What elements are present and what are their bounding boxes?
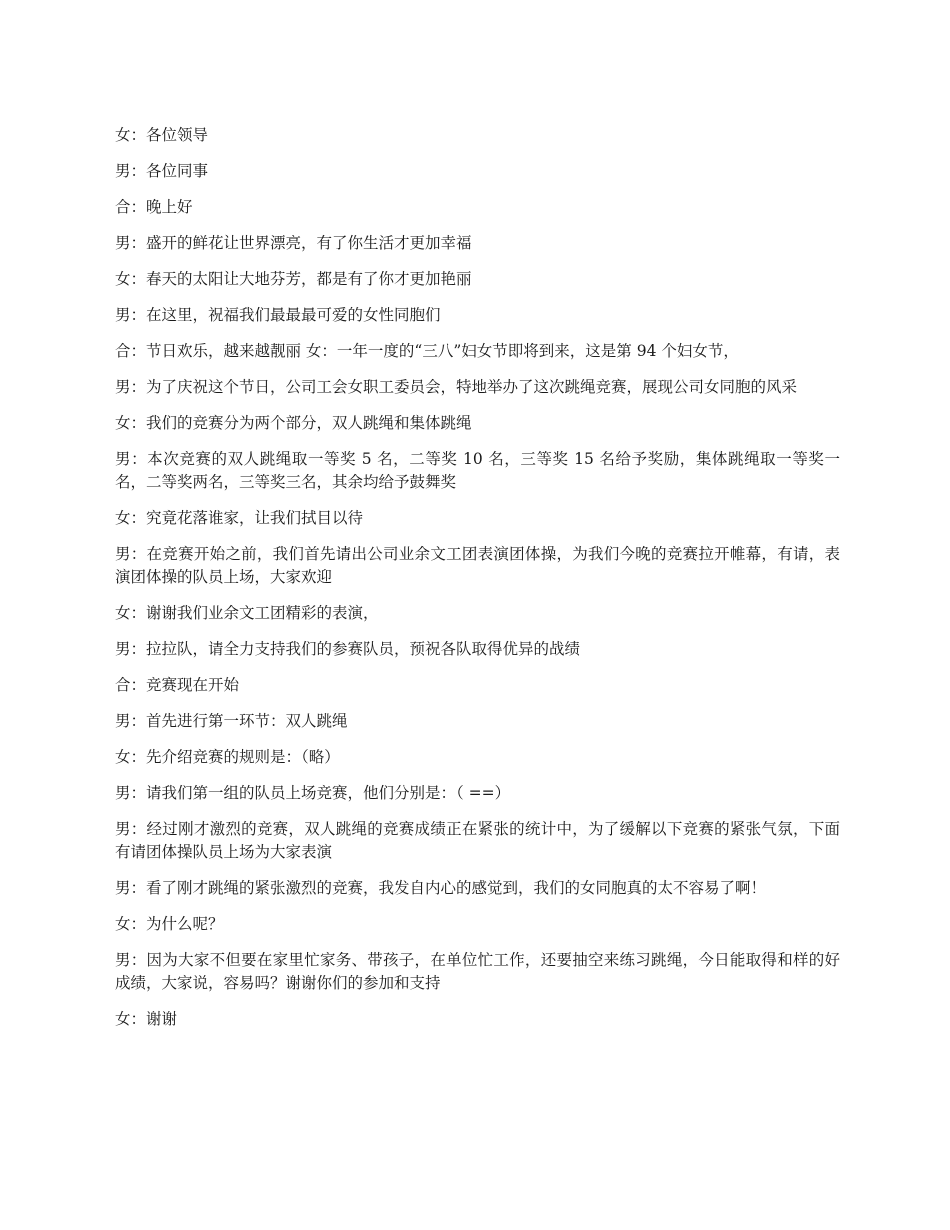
paragraph-2: 男：各位同事 xyxy=(115,162,209,180)
paragraph-14: 男：拉拉队，请全力支持我们的参赛队员，预祝各队取得优异的战绩 xyxy=(115,640,581,658)
paragraph-11: 女：究竟花落谁家，让我们拭目以待 xyxy=(115,509,364,527)
document-body xyxy=(115,124,840,1044)
paragraph-5: 女：春天的太阳让大地芬芳，都是有了你才更加艳丽 xyxy=(115,270,472,288)
paragraph-7: 合：节日欢乐，越来越靓丽 女：一年一度的“三八”妇女节即将到来，这是第 94 个妇女节， xyxy=(115,342,739,360)
paragraph-3: 合：晚上好 xyxy=(115,198,193,216)
paragraph-20: 男：看了刚才跳绳的紧张激烈的竞赛，我发自内心的感觉到，我们的女同胞真的太不容易了啊！ xyxy=(115,879,767,897)
paragraph-9: 女：我们的竞赛分为两个部分，双人跳绳和集体跳绳 xyxy=(115,414,472,432)
paragraph-15: 合：竞赛现在开始 xyxy=(115,676,240,694)
paragraph-8: 男：为了庆祝这个节日，公司工会女职工委员会，特地举办了这次跳绳竞赛，展现公司女同胞的风采 xyxy=(115,378,798,396)
paragraph-18: 男：请我们第一组的队员上场竞赛，他们分别是：（ ==） xyxy=(115,784,511,802)
paragraph-16: 男：首先进行第一环节：双人跳绳 xyxy=(115,712,348,730)
paragraph-12: 男：在竞赛开始之前，我们首先请出公司业余文工团表演团体操，为我们今晚的竞赛拉开帷幕，有请，表演团体操的队员上场，大家欢迎 xyxy=(115,545,840,586)
paragraph-13: 女：谢谢我们业余文工团精彩的表演， xyxy=(115,604,379,622)
paragraph-1: 女：各位领导 xyxy=(115,126,209,144)
paragraph-19: 男：经过刚才激烈的竞赛，双人跳绳的竞赛成绩正在紧张的统计中，为了缓解以下竞赛的紧张气氛，下面有请团体操队员上场为大家表演 xyxy=(115,820,840,861)
paragraph-22: 男：因为大家不但要在家里忙家务、带孩子，在单位忙工作，还要抽空来练习跳绳，今日能取得和样的好成绩，大家说，容易吗？谢谢你们的参加和支持 xyxy=(115,951,840,992)
paragraph-6: 男：在这里，祝福我们最最最可爱的女性同胞们 xyxy=(115,306,441,324)
paragraph-21: 女：为什么呢？ xyxy=(115,915,224,933)
paragraph-17: 女：先介绍竞赛的规则是：（略） xyxy=(115,748,340,766)
paragraph-4: 男：盛开的鲜花让世界漂亮，有了你生活才更加幸福 xyxy=(115,234,472,252)
paragraph-23: 女：谢谢 xyxy=(115,1010,178,1028)
paragraph-10: 男：本次竞赛的双人跳绳取一等奖 5 名，二等奖 10 名，三等奖 15 名给予奖励，集体跳绳取一等奖一名，二等奖两名，三等奖三名，其余均给予鼓舞奖 xyxy=(115,450,840,491)
